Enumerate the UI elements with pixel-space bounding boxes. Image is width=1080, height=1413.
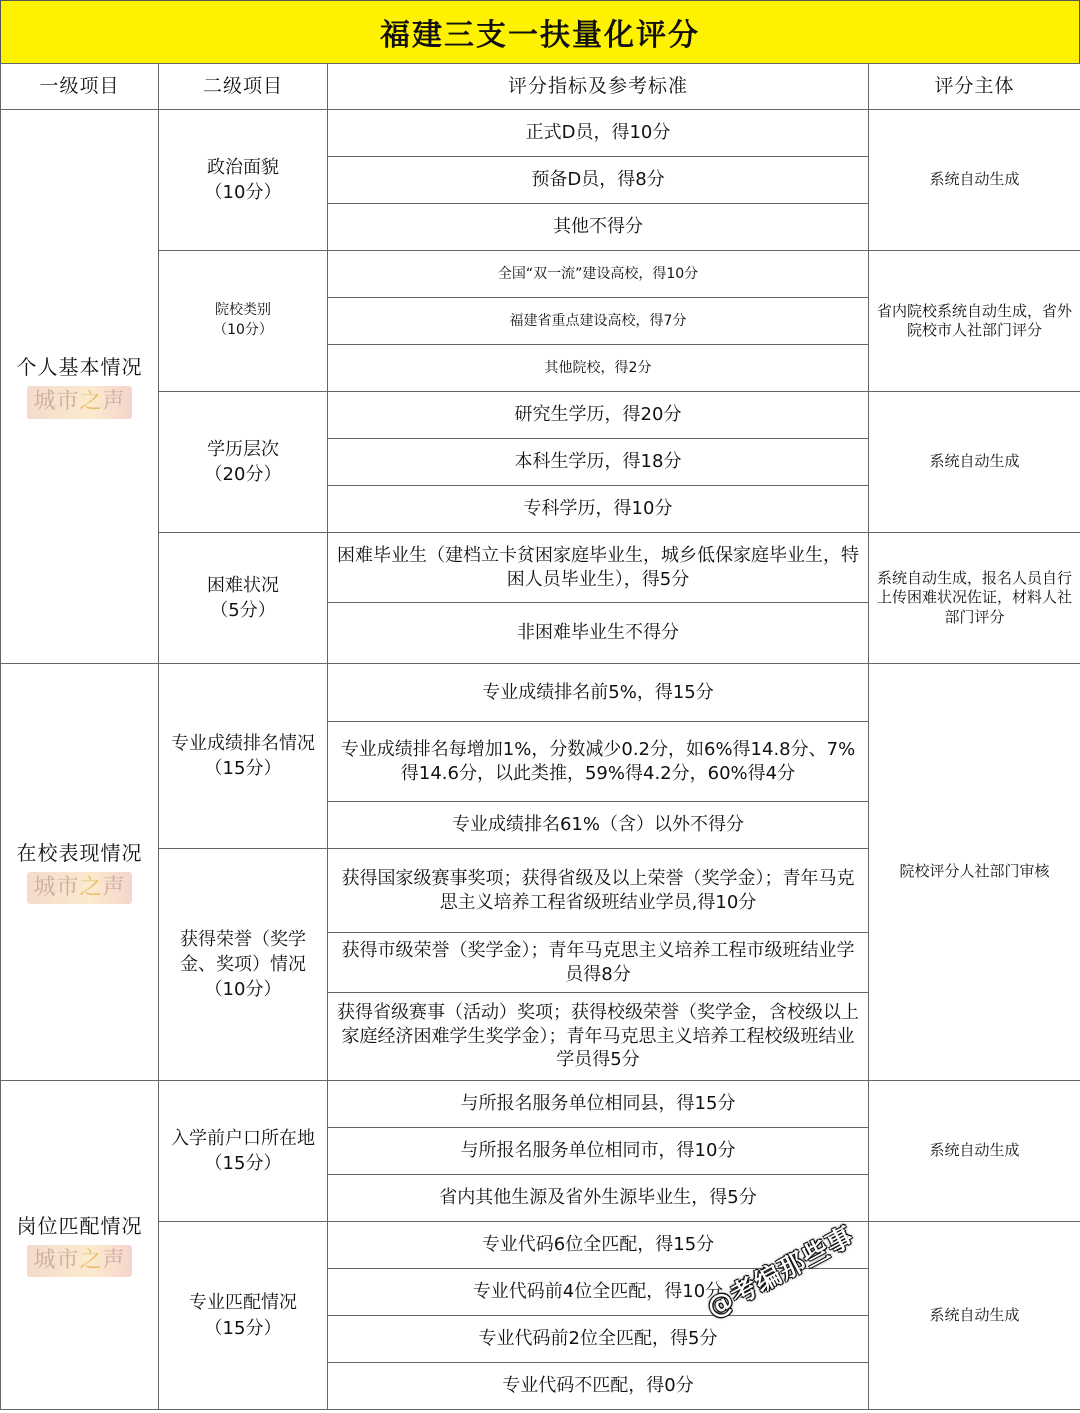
group-cell: 入学前户口所在地 （15分） xyxy=(159,1081,328,1222)
criterion-cell: 专科学历，得10分 xyxy=(328,486,869,533)
header-level1: 一级项目 xyxy=(1,64,159,110)
section-label: 个人基本情况 xyxy=(16,355,143,380)
corner-watermark: @考编那些事 xyxy=(702,1221,860,1324)
group-cell: 学历层次 （20分） xyxy=(159,392,328,533)
criterion-cell: 获得市级荣誉（奖学金）；青年马克思主义培养工程市级班结业学员得8分 xyxy=(328,933,869,993)
subject-cell: 院校评分人社部门审核 xyxy=(869,664,1080,1081)
criterion-cell: 专业成绩排名前5%，得15分 xyxy=(328,664,869,722)
criterion-cell: 其他院校，得2分 xyxy=(328,345,869,392)
section-cell-school xyxy=(1,664,159,1081)
group-cell: 院校类别 （10分） xyxy=(159,251,328,392)
section-label: 在校表现情况 xyxy=(16,840,143,865)
criterion-cell: 本科生学历，得18分 xyxy=(328,439,869,486)
watermark-logo: 城市之声 xyxy=(27,872,131,905)
criterion-cell: 预备D员，得8分 xyxy=(328,157,869,204)
group-cell: 获得荣誉（奖学金、奖项）情况 （10分） xyxy=(159,849,328,1081)
group-cell: 专业成绩排名情况 （15分） xyxy=(159,664,328,849)
table-row xyxy=(1,664,1080,722)
table-row xyxy=(1,1081,1080,1128)
group-cell: 困难状况 （5分） xyxy=(159,533,328,664)
section-cell-position xyxy=(1,1081,159,1410)
watermark-logo: 城市之声 xyxy=(27,386,131,419)
watermark-logo: 城市之声 xyxy=(27,1245,131,1278)
criterion-cell: 与所报名服务单位相同县，得15分 xyxy=(328,1081,869,1128)
criterion-cell: 专业代码6位全匹配，得15分 xyxy=(328,1222,869,1269)
criterion-cell: 非困难毕业生不得分 xyxy=(328,603,869,664)
criterion-cell: 专业成绩排名每增加1%，分数减少0.2分，如6%得14.8分、7%得14.6分，以此类推，59%得4.2分，60%得4分 xyxy=(328,722,869,802)
table-header-row xyxy=(1,64,1080,110)
subject-cell: 系统自动生成 xyxy=(869,1081,1080,1222)
criterion-cell: 专业代码不匹配，得0分 xyxy=(328,1363,869,1410)
section-cell-personal xyxy=(1,110,159,664)
table-row xyxy=(1,392,1080,439)
subject-cell: 省内院校系统自动生成，省外院校市人社部门评分 xyxy=(869,251,1080,392)
table-row xyxy=(1,251,1080,298)
criterion-cell: 正式D员，得10分 xyxy=(328,110,869,157)
criterion-cell: 专业代码前4位全匹配，得10分 xyxy=(328,1269,869,1316)
subject-cell: 系统自动生成 xyxy=(869,1222,1080,1410)
criterion-cell: 困难毕业生（建档立卡贫困家庭毕业生，城乡低保家庭毕业生，特困人员毕业生），得5分 xyxy=(328,533,869,603)
criterion-cell: 获得省级赛事（活动）奖项；获得校级荣誉（奖学金，含校级以上家庭经济困难学生奖学金）；青年马克思主义培养工程校级班结业学员得5分 xyxy=(328,993,869,1081)
table-row xyxy=(1,533,1080,603)
criterion-cell: 省内其他生源及省外生源毕业生，得5分 xyxy=(328,1175,869,1222)
section-label: 岗位匹配情况 xyxy=(16,1213,143,1238)
group-cell: 政治面貌 （10分） xyxy=(159,110,328,251)
table-row xyxy=(1,110,1080,157)
scoring-table xyxy=(0,63,1080,1410)
header-level2: 二级项目 xyxy=(159,64,328,110)
subject-cell: 系统自动生成 xyxy=(869,392,1080,533)
subject-cell: 系统自动生成，报名人员自行上传困难状况佐证，材料人社部门评分 xyxy=(869,533,1080,664)
criterion-cell: 全国“双一流”建设高校，得10分 xyxy=(328,251,869,298)
table-row xyxy=(1,1222,1080,1269)
subject-cell: 系统自动生成 xyxy=(869,110,1080,251)
criterion-cell: 其他不得分 xyxy=(328,204,869,251)
criterion-cell: 与所报名服务单位相同市，得10分 xyxy=(328,1128,869,1175)
criterion-cell: 专业成绩排名61%（含）以外不得分 xyxy=(328,802,869,849)
criterion-cell: 专业代码前2位全匹配，得5分 xyxy=(328,1316,869,1363)
group-cell: 专业匹配情况 （15分） xyxy=(159,1222,328,1410)
page-title: 福建三支一扶量化评分 xyxy=(0,0,1080,64)
criterion-cell: 研究生学历，得20分 xyxy=(328,392,869,439)
criterion-cell: 福建省重点建设高校，得7分 xyxy=(328,298,869,345)
header-criteria: 评分指标及参考标准 xyxy=(328,64,869,110)
criterion-cell: 获得国家级赛事奖项；获得省级及以上荣誉（奖学金）；青年马克思主义培养工程省级班结业学员,得10分 xyxy=(328,849,869,933)
header-subject: 评分主体 xyxy=(869,64,1080,110)
